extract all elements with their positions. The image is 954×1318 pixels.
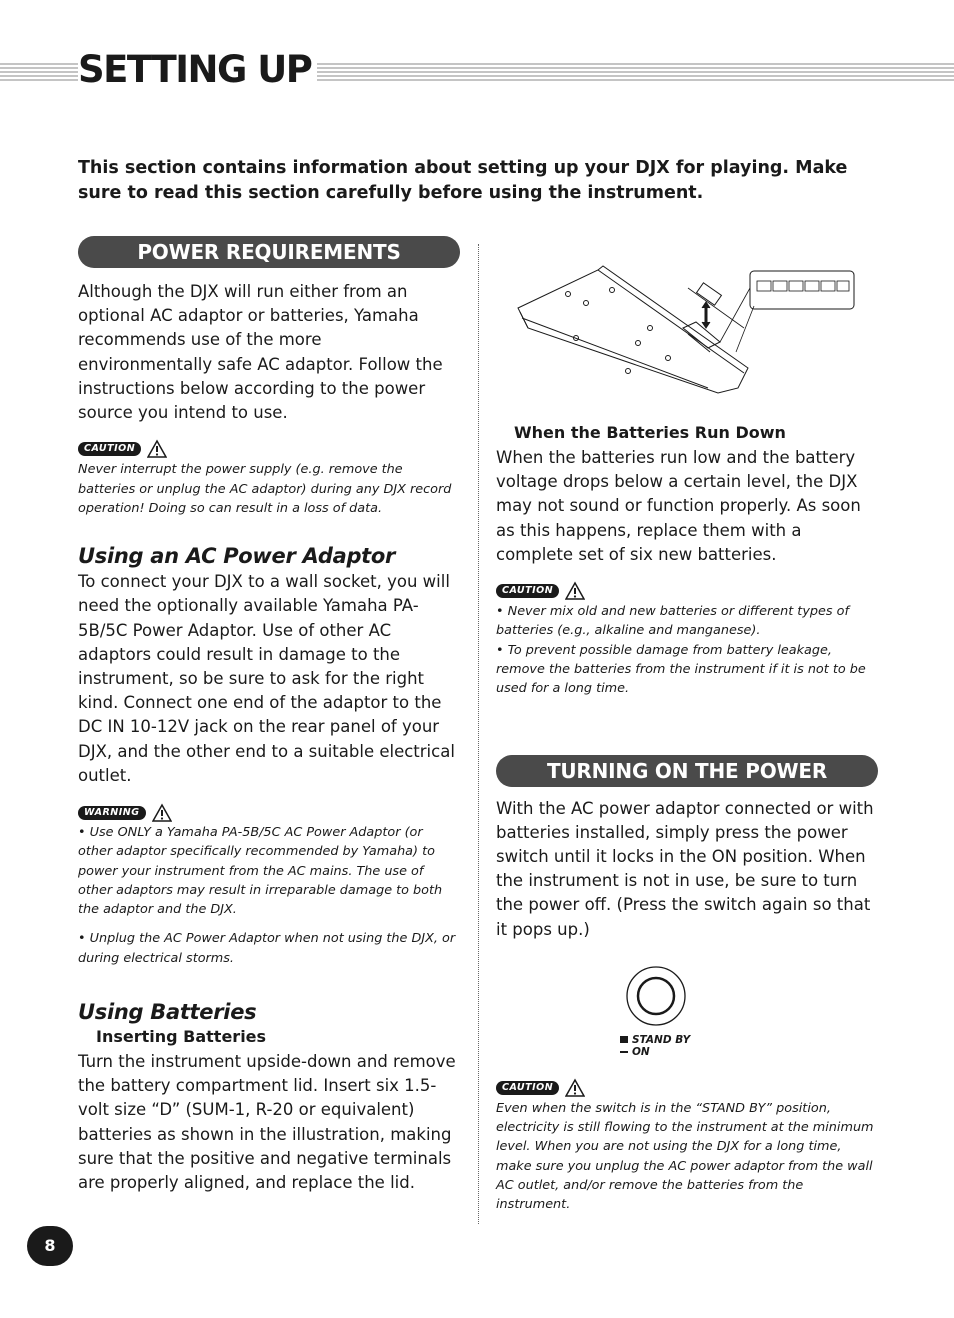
caution-row xyxy=(496,581,878,601)
stand-by-label: STAND BY xyxy=(620,1034,690,1046)
battery-caution-2: • To prevent possible damage from battery leakage, remove the batteries from the instrument if it is not to be used for a long time. xyxy=(496,642,866,697)
turning-on-body: With the AC power adaptor connected or with batteries installed, simply press the power switch until it locks in the ON position. When the instrument is not in use, be sure to turn the power off. (Press the switch again so that it pops up.) xyxy=(496,798,874,939)
power-requirements-body: Although the DJX will run either from an optional AC adaptor or batteries, Yamaha recommends use of the more environmentally safe AC adaptor. Follow the instructions below according to the power source you intend to use. xyxy=(78,282,443,423)
warning-triangle-icon xyxy=(147,439,167,459)
power-switch-icon xyxy=(624,962,694,1032)
power-requirements-heading: POWER REQUIREMENTS xyxy=(78,236,460,268)
left-column xyxy=(78,236,460,1195)
ac-adaptor-heading: Using an AC Power Adaptor xyxy=(78,544,396,569)
standby-caution-text: Even when the switch is in the “STAND BY” position, electricity is still flowing to the instrument at the minimum level. When you are not using the DJX for a long time, make sure you unplug the AC power adaptor from the wall AC outlet, and/or remove the batteries from the instrument. xyxy=(496,1100,874,1213)
battery-compartment-illustration xyxy=(508,248,890,408)
switch-labels xyxy=(620,1034,690,1058)
inserting-batteries-body: Turn the instrument upside-down and remove the battery compartment lid. Insert six 1.5-volt size “D” (SUM-1, R-20 or equivalent) batteries as shown in the illustration, making sure that the positive and negative terminals are properly aligned, and replace the lid. xyxy=(78,1052,456,1193)
right-column xyxy=(496,248,878,1215)
warning-triangle-icon xyxy=(565,581,585,601)
battery-caution-1: • Never mix old and new batteries or different types of batteries (e.g., alkaline and manganese). xyxy=(496,604,849,639)
warning-triangle-icon xyxy=(565,1078,585,1098)
power-switch-illustration xyxy=(496,948,878,1078)
warning-badge: WARNING xyxy=(78,806,146,820)
stand-by-indicator-icon xyxy=(620,1036,628,1043)
page-title: SETTING UP xyxy=(78,46,317,94)
page-number: 8 xyxy=(27,1226,73,1266)
on-indicator-icon xyxy=(620,1051,628,1053)
inserting-batteries-subheading: Inserting Batteries xyxy=(96,1027,267,1047)
warning-triangle-icon xyxy=(152,803,172,823)
run-down-heading: When the Batteries Run Down xyxy=(514,423,786,442)
caution-badge: CAUTION xyxy=(496,1081,559,1095)
batteries-heading: Using Batteries xyxy=(78,1000,257,1025)
warning-row xyxy=(78,803,460,823)
caution-row xyxy=(78,439,460,459)
intro-text: This section contains information about setting up your DJX for playing. Make sure to read this section carefully before using the instrument. xyxy=(78,158,848,203)
column-divider xyxy=(478,244,479,1224)
caution-row xyxy=(496,1078,878,1098)
ac-adaptor-body: To connect your DJX to a wall socket, you will need the optionally available Yamaha PA-5B/5C Power Adaptor. Use of other AC adaptors could result in damage to the instrument, so be sure to ask for the right kind. Connect one end of the adaptor to the DC IN 10-12V jack on the rear panel of your DJX, and the other end to a suitable electrical outlet. xyxy=(78,572,455,785)
on-label: ON xyxy=(620,1046,690,1058)
ac-warning-2: • Unplug the AC Power Adaptor when not using the DJX, or during electrical storms. xyxy=(78,931,456,966)
ac-warning-1: • Use ONLY a Yamaha PA-5B/5C AC Power Adaptor (or other adaptor specifically recommended by Yamaha) to power your instrument from the AC mains. The use of other adaptors may result in irreparable damage to both the adaptor and the DJX. xyxy=(78,824,443,918)
turning-on-heading: TURNING ON THE POWER xyxy=(496,755,878,787)
caution-badge: CAUTION xyxy=(78,442,141,456)
power-caution-text: Never interrupt the power supply (e.g. remove the batteries or unplug the AC adaptor) during any DJX record operation! Doing so can result in a loss of data. xyxy=(78,462,452,516)
run-down-body: When the batteries run low and the battery voltage drops below a certain level, the DJX may not sound or function properly. As soon as this happens, replace them with a complete set of six new batteries. xyxy=(496,448,861,564)
caution-badge: CAUTION xyxy=(496,584,559,598)
